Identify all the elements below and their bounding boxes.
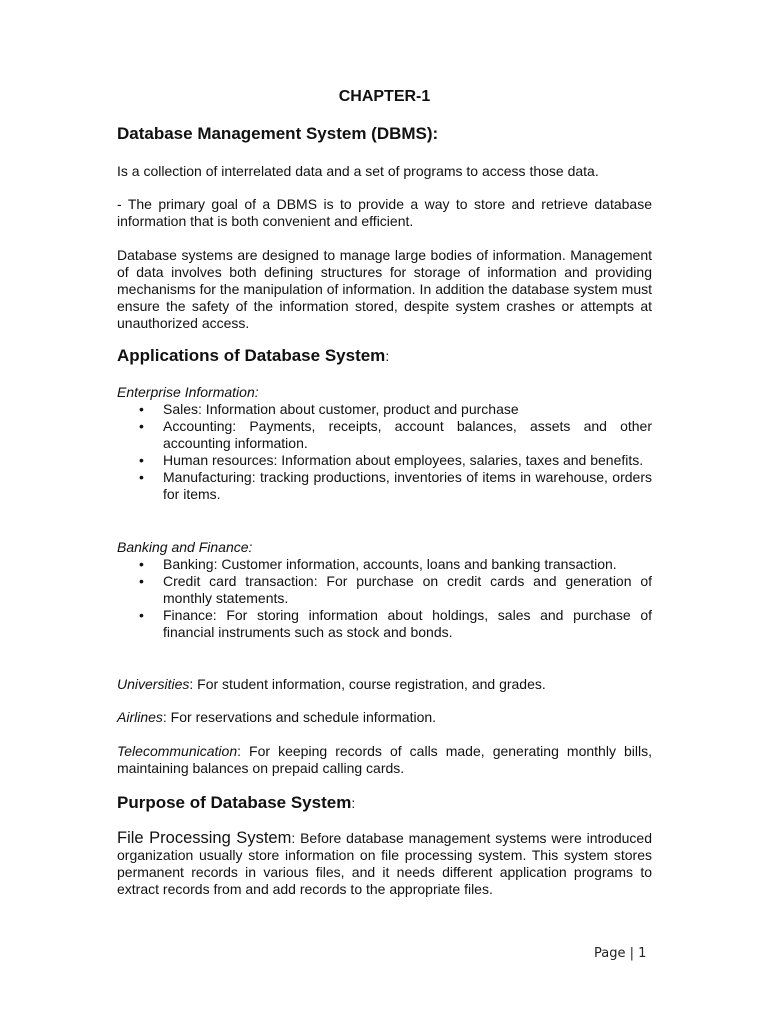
airlines-text: : For reservations and schedule information. bbox=[162, 709, 437, 725]
airlines-term: Airlines bbox=[117, 709, 163, 725]
airlines-paragraph bbox=[117, 709, 652, 726]
page-number: Page | 1 bbox=[594, 946, 647, 961]
universities-paragraph bbox=[117, 676, 652, 693]
list-item: • Banking: Customer information, accounts, loans and banking transaction. bbox=[117, 556, 652, 573]
list-item: • Finance: For storing information about holdings, sales and purchase of financial instruments such as stock and bonds. bbox=[117, 607, 652, 641]
universities-text: : For student information, course registration, and grades. bbox=[189, 676, 546, 692]
telecom-paragraph bbox=[117, 743, 652, 777]
dbms-heading-colon: : bbox=[432, 124, 439, 143]
file-processing-text: : Before database management systems were introduced organization usually store information on file processing system. This system stores permanent records in various files, and it needs different application programs to extract records from and add records to the appropriate files. bbox=[117, 830, 652, 897]
chapter-title: CHAPTER-1 bbox=[338, 88, 431, 105]
applications-heading bbox=[117, 347, 652, 365]
telecom-text: : For keeping records of calls made, generating monthly bills, maintaining balances on prepaid calling cards. bbox=[117, 743, 652, 776]
list-item: • Credit card transaction: For purchase on credit cards and generation of monthly statements. bbox=[117, 573, 652, 607]
enterprise-label: Enterprise Information: bbox=[117, 384, 259, 400]
dbms-goal: - The primary goal of a DBMS is to provide a way to store and retrieve database information that is both convenient and efficient. bbox=[117, 196, 652, 229]
file-processing-paragraph bbox=[117, 830, 652, 898]
banking-section bbox=[117, 539, 652, 641]
applications-heading-text: Applications of Database System bbox=[117, 346, 386, 365]
enterprise-section bbox=[117, 384, 652, 503]
banking-label: Banking and Finance: bbox=[117, 539, 253, 555]
purpose-heading-text: Purpose of Database System bbox=[117, 793, 352, 812]
purpose-heading-colon: : bbox=[351, 795, 356, 811]
dbms-design-paragraph: Database systems are designed to manage large bodies of information. Management of data involves both defining structures for storage of information and providing mechanisms for the manipulation of information. In addition the database system must ensure the safety of the information stored, despite system crashes or attempts at unauthorized access. bbox=[117, 247, 652, 331]
enterprise-list bbox=[117, 401, 652, 503]
telecom-term: Telecommunication bbox=[117, 743, 238, 759]
list-item: • Accounting: Payments, receipts, account balances, assets and other accounting information. bbox=[117, 418, 652, 452]
list-item: • Manufacturing: tracking productions, inventories of items in warehouse, orders for items. bbox=[117, 469, 652, 503]
dbms-heading bbox=[117, 125, 652, 142]
applications-heading-colon: : bbox=[385, 348, 390, 364]
purpose-heading bbox=[117, 794, 652, 812]
list-item: • Sales: Information about customer, product and purchase bbox=[117, 401, 652, 418]
list-item: • Human resources: Information about employees, salaries, taxes and benefits. bbox=[117, 452, 652, 469]
dbms-heading-text: Database Management System (DBMS) bbox=[117, 124, 433, 143]
dbms-definition: Is a collection of interrelated data and a set of programs to access those data. bbox=[117, 163, 599, 179]
banking-list bbox=[117, 556, 652, 641]
universities-term: Universities bbox=[117, 676, 190, 692]
file-processing-term: File Processing System bbox=[117, 829, 292, 847]
